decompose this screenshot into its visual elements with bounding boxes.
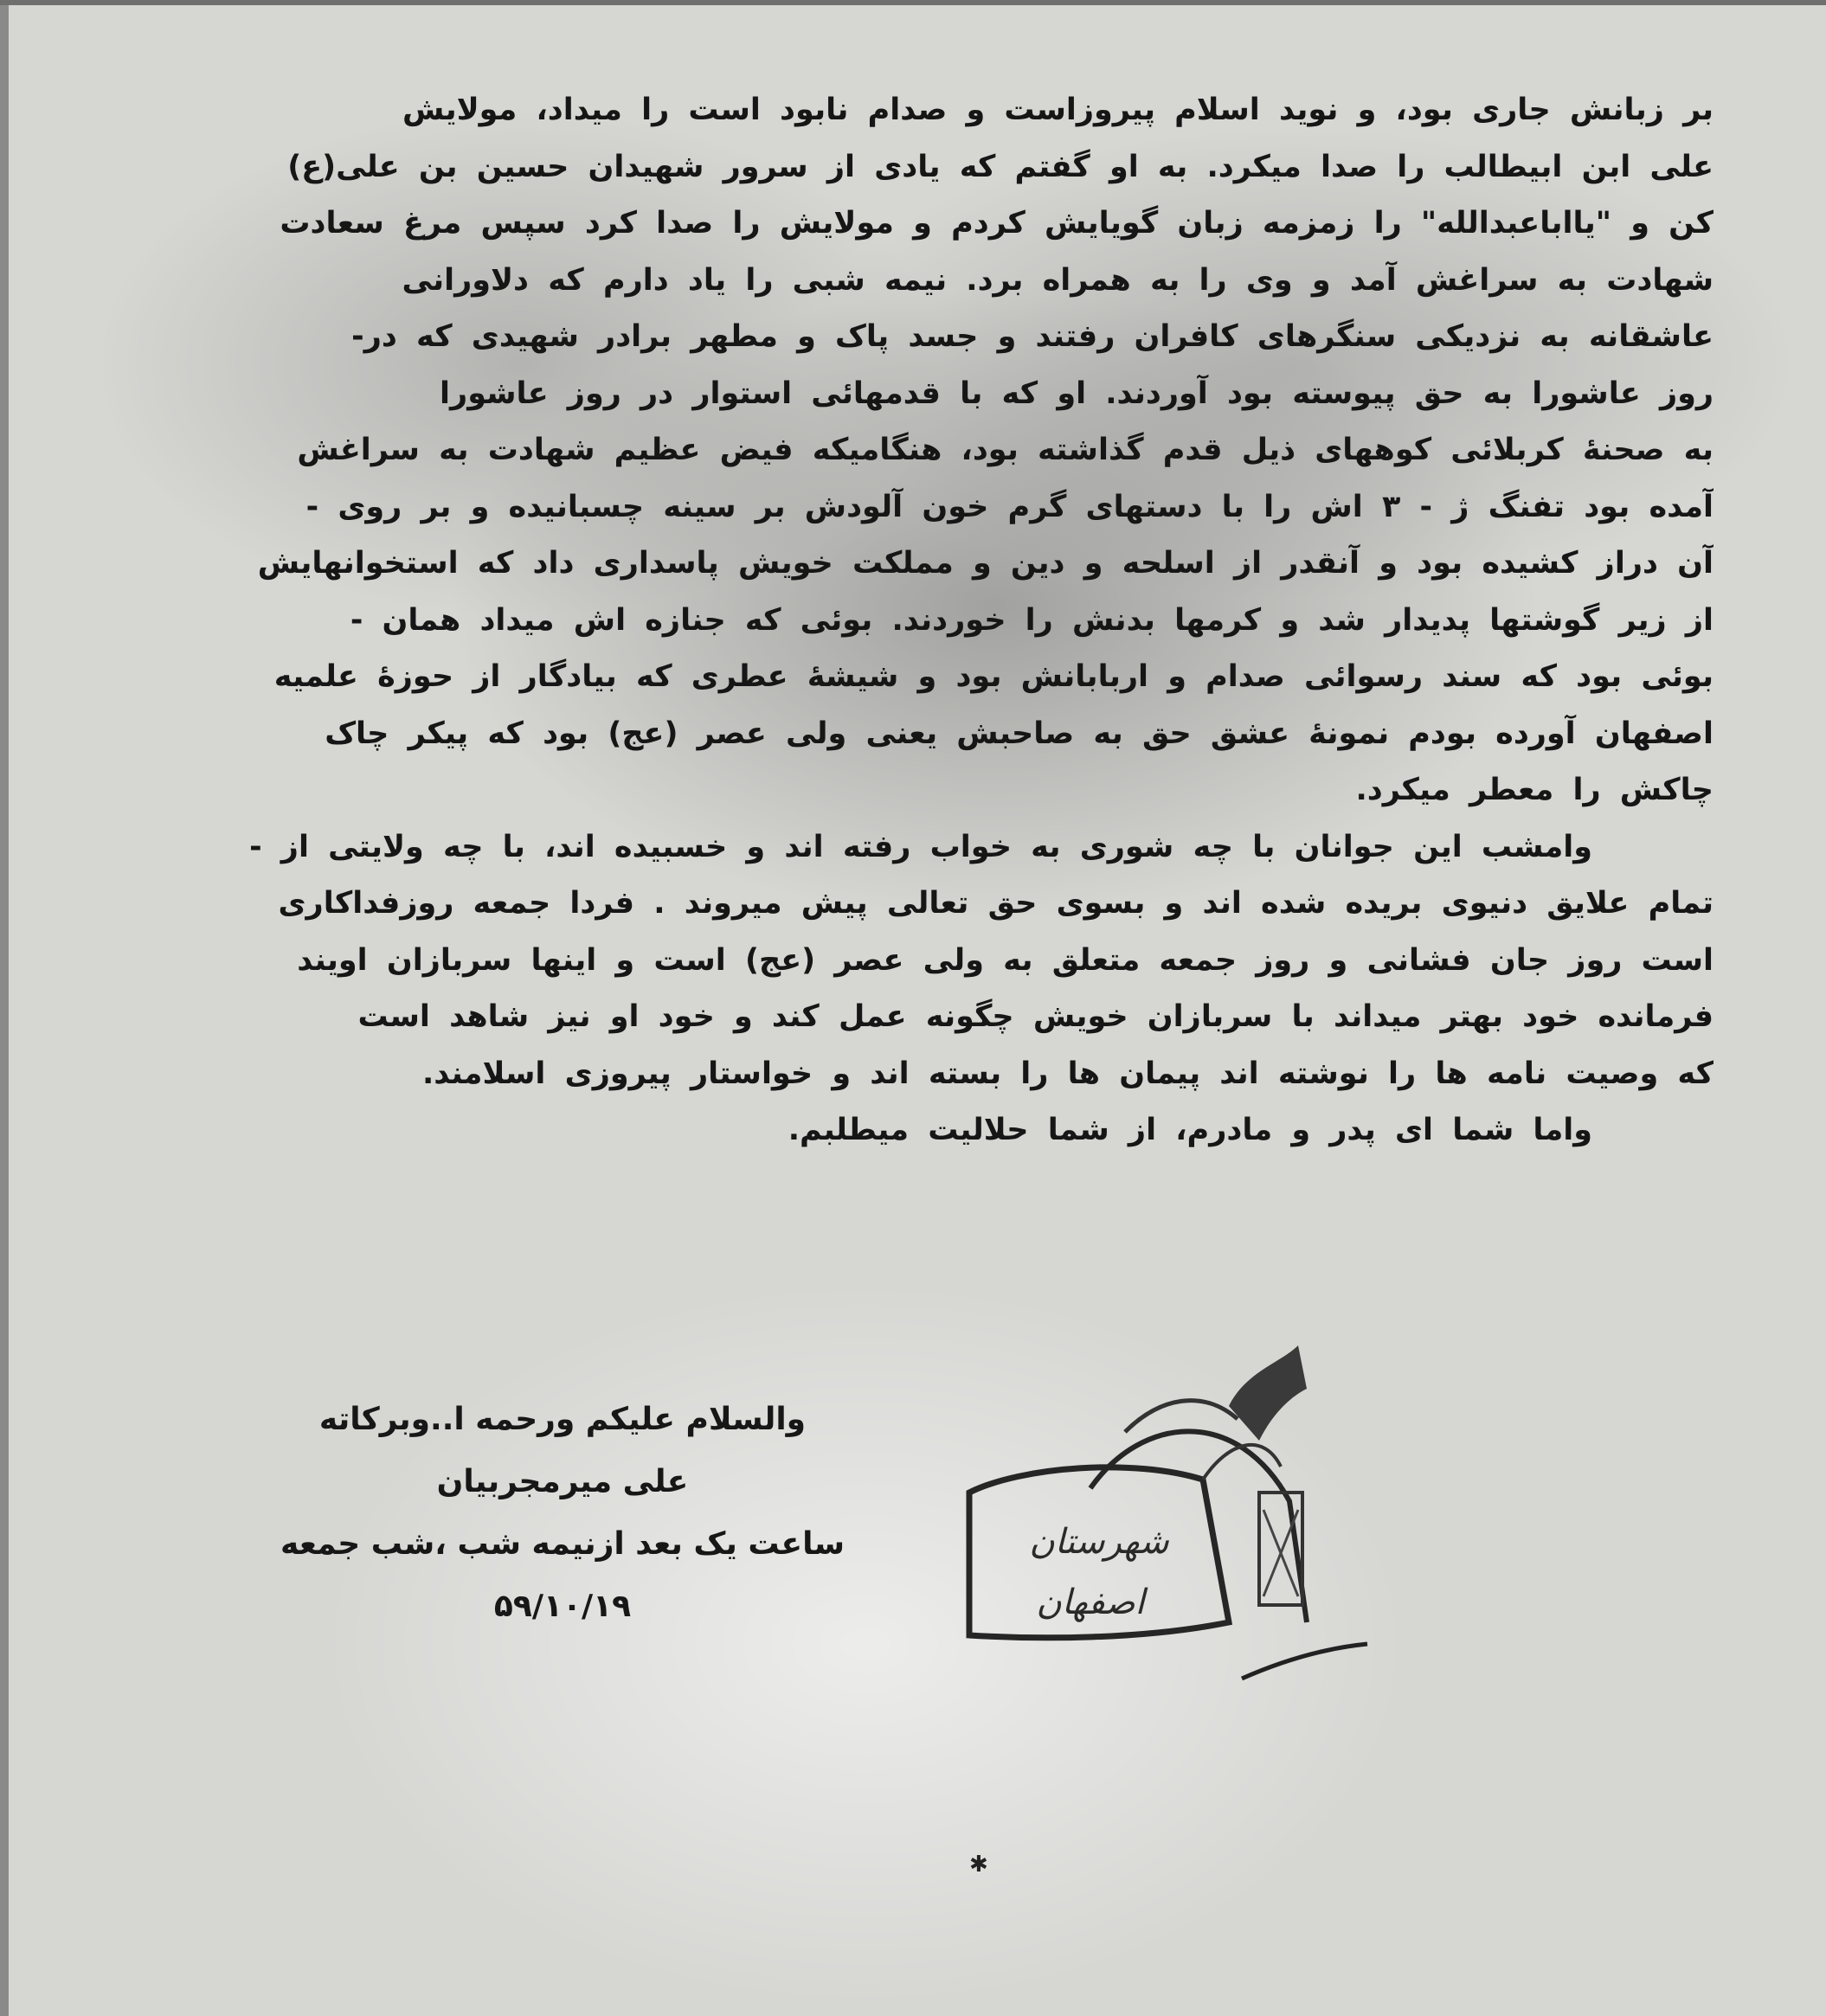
letter-line: که وصیت نامه ها را نوشته اند پیمان ها را بسته اند و خواستار پیروزی اسلامند. [421, 1056, 1713, 1091]
stamp-line-1: شهرستان [1029, 1522, 1169, 1562]
letter-line: چاکش را معطر میکرد. [1355, 773, 1713, 807]
letter-line: شهادت به سراغش آمد و وی را به همراه برد. نیمه شبی را یاد دارم که دلاورانی [402, 262, 1713, 298]
letter-line: آمده بود تفنگ ژ - ۳ اش را با دستهای گرم خون آلودش بر سینه چسبانیده و بر روی - [305, 489, 1713, 524]
letter-line: روز عاشورا به حق پیوسته بود آوردند. او که با قدمهائی استوار در روز عاشورا [440, 376, 1713, 411]
signed-time: ساعت یک بعد ازنیمه شب ،شب جمعه [280, 1526, 845, 1562]
letter-line: عاشقانه به نزدیکی سنگرهای کافران رفتند و جسد پاک و مطهر برادر شهیدی که در- [351, 319, 1713, 354]
letter-line: آن دراز کشیده بود و آنقدر از اسلحه و دین و مملکت خویش پاسداری داد که استخوانهایش [257, 546, 1713, 581]
letter-line: به صحنهٔ کربلائی کوههای ذیل قدم گذاشته بود، هنگامیکه فیض عظیم شهادت به سراغش [297, 433, 1713, 467]
salutation: والسلام علیکم ورحمه ا..وبرکاته [318, 1402, 807, 1437]
scan-edge [0, 0, 9, 2016]
letter-line: وامشب این جوانان با چه شوری به خواب رفته اند و خسبیده اند، با چه ولایتی از - [249, 829, 1592, 864]
letter-line: است روز جان فشانی و روز جمعه متعلق به ولی عصر (عج) است و اینها سربازان اویند [297, 942, 1713, 978]
letter-line: اصفهان آورده بودم نمونهٔ عشق حق به صاحبش یعنی ولی عصر (عج) بود که پیکر چاک [325, 716, 1713, 751]
letter-line: کن و "یااباعبدالله" را زمزمه زبان گویایش کردم و مولایش را صدا کرد سپس مرغ سعادت [280, 206, 1713, 241]
stamp-line-2: اصفهان [1036, 1583, 1145, 1622]
letter-line: از زیر گوشتها پدیدار شد و کرمها بدنش را خوردند. بوئی که جنازه اش میداد همان - [350, 602, 1713, 638]
official-stamp [917, 1337, 1385, 1700]
scan-edge-top [0, 0, 1826, 5]
stamp-graphic [917, 1337, 1385, 1700]
letter-body [130, 82, 1713, 1159]
letter-line: علی ابن ابیطالب را صدا میکرد. به او گفتم که یادی از سرور شهیدان حسین بن علی(ع) [287, 149, 1713, 184]
page-mark: ✱ [969, 1852, 988, 1878]
letter-line: فرمانده خود بهتر میداند با سربازان خویش چگونه عمل کند و خود او نیز شاهد است [357, 999, 1713, 1034]
closing-block [260, 1389, 865, 1638]
letter-line: واما شما ای پدر و مادرم، از شما حلالیت میطلبم. [788, 1113, 1592, 1147]
signed-date: ۵۹/۱۰/۱۹ [493, 1589, 632, 1624]
letter-line: تمام علایق دنیوی بریده شده اند و بسوی حق تعالی پیش میروند . فردا جمعه روزفداکاری [278, 886, 1713, 921]
signer-name: علی میرمجربیان [436, 1464, 689, 1499]
letter-line: بوئی بود که سند رسوائی صدام و اربابانش بود و شیشهٔ عطری که بیادگار از حوزهٔ علمیه [273, 659, 1713, 694]
letter-line: بر زبانش جاری بود، و نوید اسلام پیروزاست و صدام نابود است را میداد، مولایش [402, 93, 1713, 127]
